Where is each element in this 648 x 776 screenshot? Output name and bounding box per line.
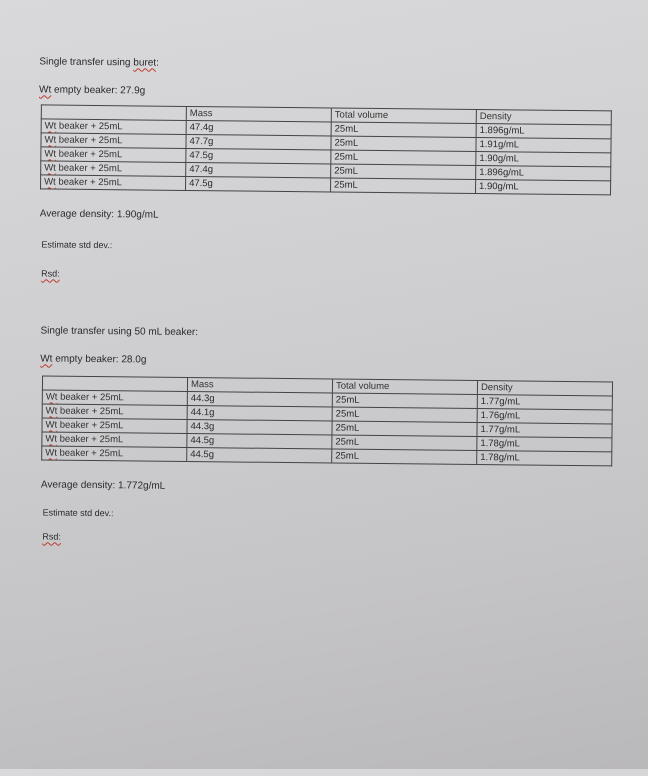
row-label: beaker + 25mL [56, 447, 124, 460]
volume-cell: 25mL [331, 122, 476, 138]
row-label: beaker + 25mL [55, 162, 123, 175]
row-label: beaker + 25mL [55, 176, 123, 189]
table-header-cell: Density [476, 109, 611, 124]
section1-rsd: Rsd: [41, 268, 60, 279]
density-cell: 1.896g/mL [476, 123, 611, 138]
row-label: beaker + 25mL [56, 134, 123, 147]
row-label-cell [41, 119, 186, 135]
row-wt: Wt [45, 391, 58, 403]
density-cell: 1.78g/mL [477, 451, 612, 466]
section2-std-dev: Estimate std dev.: [42, 507, 114, 519]
section1-empty-text: empty beaker: 27.9g [51, 84, 146, 97]
volume-cell: 25mL [331, 150, 476, 166]
volume-cell: 25mL [331, 164, 476, 180]
row-wt: Wt [44, 176, 56, 188]
row-label: beaker + 25mL [55, 148, 123, 161]
section1-average: Average density: 1.90g/mL [39, 208, 159, 221]
table-header-cell: Total volume [332, 379, 477, 395]
section1-title-word: buret [133, 57, 157, 69]
table-header-cell: Mass [187, 377, 332, 393]
section2-title: Single transfer using 50 mL beaker: [40, 325, 199, 339]
section1-empty-beaker [39, 84, 145, 96]
row-label: beaker + 25mL [57, 405, 124, 418]
mass-cell: 47.7g [186, 134, 331, 150]
row-wt: Wt [45, 419, 58, 431]
table-header-cell [42, 376, 187, 392]
mass-cell: 47.4g [186, 162, 331, 178]
section2-empty-beaker [40, 353, 146, 365]
volume-cell: 25mL [331, 178, 476, 194]
row-label: beaker + 25mL [56, 120, 123, 133]
section2-table [41, 375, 613, 466]
section1-std-dev: Estimate std dev.: [41, 239, 113, 251]
mass-cell: 44.1g [187, 405, 332, 421]
row-wt: Wt [44, 120, 57, 132]
mass-cell: 44.5g [187, 433, 332, 449]
table-header-cell: Density [477, 381, 612, 396]
density-cell: 1.90g/mL [475, 179, 610, 194]
row-label-cell [41, 133, 186, 149]
table-header-cell: Total volume [331, 108, 476, 124]
section1-title-suffix: : [156, 57, 159, 69]
section1-table [40, 104, 612, 195]
table-header-cell [41, 105, 186, 121]
mass-cell: 44.3g [187, 391, 332, 407]
mass-cell: 47.5g [186, 148, 331, 164]
mass-cell: 47.4g [186, 120, 331, 136]
row-label-cell [41, 175, 186, 191]
section2-empty-wt: Wt [40, 353, 53, 365]
row-label-cell [42, 432, 187, 448]
row-wt: Wt [45, 405, 58, 417]
density-cell: 1.896g/mL [476, 165, 611, 180]
volume-cell: 25mL [332, 393, 477, 409]
density-cell: 1.90g/mL [476, 151, 611, 166]
row-label: beaker + 25mL [56, 433, 124, 446]
volume-cell: 25mL [332, 435, 477, 451]
row-label-cell [41, 147, 186, 163]
row-label-cell [42, 418, 187, 434]
section2-average: Average density: 1.772g/mL [40, 479, 166, 492]
density-cell: 1.77g/mL [477, 423, 612, 438]
row-label-cell [41, 161, 186, 177]
section1-title [39, 56, 159, 68]
section2-empty-text: empty beaker: 28.0g [52, 353, 147, 366]
volume-cell: 25mL [332, 449, 477, 465]
density-cell: 1.76g/mL [477, 409, 612, 424]
row-wt: Wt [45, 447, 57, 459]
row-wt: Wt [45, 433, 58, 445]
volume-cell: 25mL [331, 136, 476, 152]
section1-title-prefix: Single transfer using [39, 56, 134, 69]
mass-cell: 47.5g [186, 176, 331, 192]
volume-cell: 25mL [332, 407, 477, 423]
row-wt: Wt [44, 148, 57, 160]
density-cell: 1.78g/mL [477, 437, 612, 452]
mass-cell: 44.3g [187, 419, 332, 435]
row-wt: Wt [44, 162, 56, 174]
section2-rsd: Rsd: [42, 531, 61, 542]
row-label-cell [42, 446, 187, 462]
row-label-cell [42, 404, 187, 420]
table-header-cell: Mass [186, 106, 331, 122]
mass-cell: 44.5g [187, 447, 332, 463]
density-cell: 1.91g/mL [476, 137, 611, 152]
row-label: beaker + 25mL [57, 391, 124, 404]
section1-empty-wt: Wt [39, 84, 52, 96]
row-label: beaker + 25mL [57, 419, 124, 432]
row-label-cell [42, 390, 187, 406]
density-cell: 1.77g/mL [477, 395, 612, 410]
row-wt: Wt [44, 134, 57, 146]
volume-cell: 25mL [332, 421, 477, 437]
